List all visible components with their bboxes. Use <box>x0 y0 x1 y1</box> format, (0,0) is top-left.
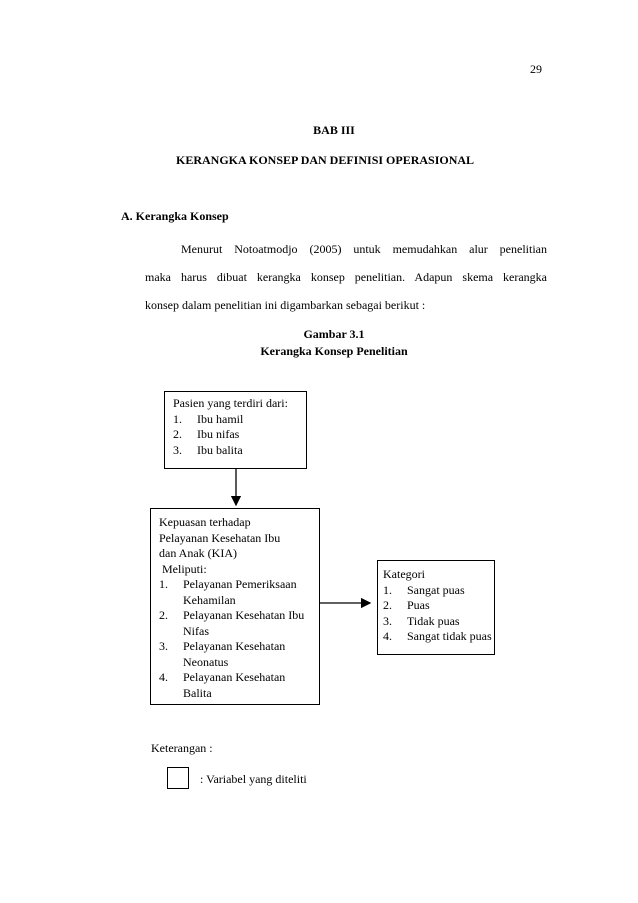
patient-box <box>164 391 307 469</box>
category-box-title: Kategori <box>383 567 425 581</box>
satisfaction-list <box>159 577 304 701</box>
satisfaction-box <box>150 508 320 705</box>
satisfaction-title-line: Kepuasan terhadap <box>159 515 251 529</box>
patient-list <box>173 412 288 459</box>
satisfaction-title-line: dan Anak (KIA) <box>159 546 237 560</box>
paragraph-line: maka harus dibuat kerangka konsep penelitian. Adapun skema kerangka <box>145 270 547 284</box>
paragraph-line: Menurut Notoatmodjo (2005) untuk memudahkan alur penelitian <box>181 242 547 256</box>
patient-box-title: Pasien yang terdiri dari: <box>173 396 288 410</box>
satisfaction-title-line: Meliputi: <box>159 561 207 576</box>
chapter-title: KERANGKA KONSEP DAN DEFINISI OPERASIONAL <box>176 153 475 167</box>
section-heading: A. Kerangka Konsep <box>121 209 229 223</box>
list-item: 4. Sangat tidak puas <box>383 629 492 643</box>
list-item: 1. Sangat puas <box>383 582 465 597</box>
list-item: 1. Pelayanan Pemeriksaan Kehamilan <box>159 577 297 607</box>
category-box <box>377 560 495 655</box>
legend-heading: Keterangan : <box>151 741 213 755</box>
legend-item: : Variabel yang diteliti <box>200 772 307 786</box>
list-item: 3. Pelayanan Kesehatan Neonatus <box>159 639 286 669</box>
category-list <box>383 583 492 645</box>
list-item: 3. Tidak puas <box>383 613 460 628</box>
list-item: 2. Pelayanan Kesehatan Ibu Nifas <box>159 608 305 638</box>
legend-box-swatch <box>167 767 189 789</box>
list-item: 1. Ibu hamil <box>173 411 244 426</box>
list-item: 2. Puas <box>383 598 430 612</box>
figure-number: Gambar 3.1 <box>303 327 365 341</box>
list-item: 4. Pelayanan Kesehatan Balita <box>159 670 286 700</box>
page-number: 29 <box>530 62 542 76</box>
list-item: 3. Ibu balita <box>173 442 243 457</box>
figure-caption: Kerangka Konsep Penelitian <box>260 344 408 358</box>
satisfaction-title-line: Pelayanan Kesehatan Ibu <box>159 530 281 545</box>
list-item: 2. Ibu nifas <box>173 427 240 441</box>
chapter-label: BAB III <box>313 123 355 137</box>
paragraph-line: konsep dalam penelitian ini digambarkan sebagai berikut : <box>145 298 426 312</box>
